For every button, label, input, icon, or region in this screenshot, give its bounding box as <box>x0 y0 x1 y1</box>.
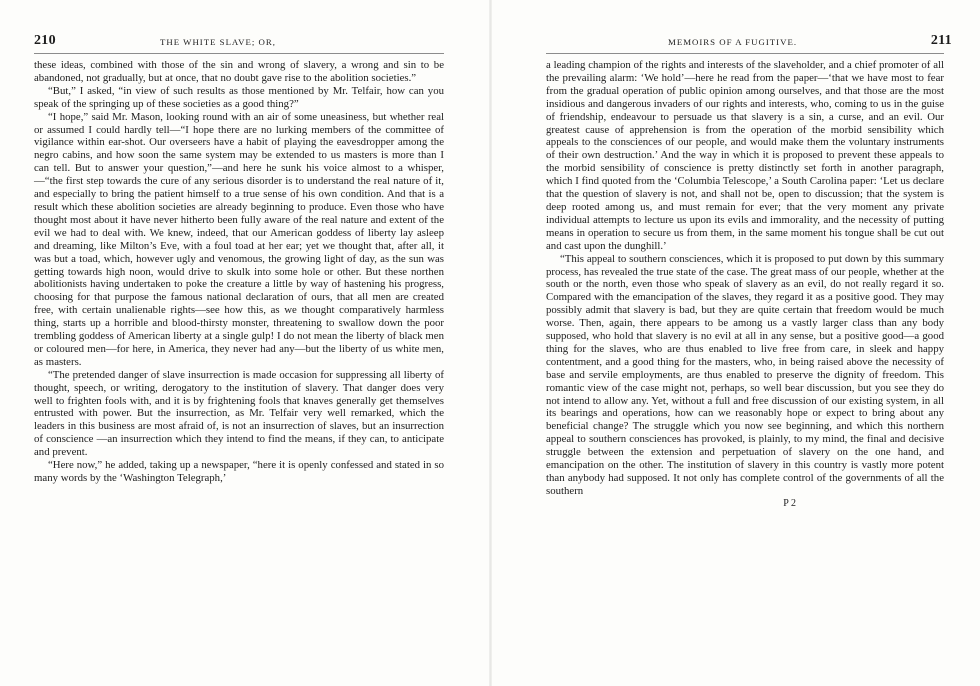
left-paragraph: “But,” I asked, “in view of such results as those mentioned by Mr. Telfair, how can you speak of the springing up of these societies as a good thing?” <box>34 84 444 110</box>
right-running-head: MEMOIRS OF A FUGITIVE. <box>668 37 798 47</box>
left-page-number: 210 <box>34 33 56 48</box>
right-paragraph: a leading champion of the rights and interests of the slaveholder, and a chief promoter of all the prevailing alarm: ‘We hold’—here he read from the paper—‘that we have most to fear from the gradual operation of public opinion among ourselves, and that those are the most insidious and dangerous invaders of our rights and interests, who, coming to us in the guise of friendship, endeavour to persuade us that slavery is a sin, a curse, and an evil. Our greatest cause of apprehension is from the operation of the morbid sensibility which appeals to the consciences of our people, and would make them the voluntary instruments of their own destruction.’ And the way in which it is proposed to prevent these appeals to the morbid sensibility of conscience is pretty distinctly set forth in another paragraph, which I find quoted from the ‘Columbia Telescope,’ a South Carolina paper: ‘Let us declare that the question of slavery is not, and shall not be, open to discussion; that the system is deep rooted among us, and must remain for ever; that the very moment any private individual attempts to lecture us upon its evils and immorality, and the necessity of putting means in operation to secure us from them, in the same moment his tongue shall be cut out and cast upon the dunghill.’ <box>546 59 944 252</box>
left-running-head: THE WHITE SLAVE; OR, <box>160 37 276 47</box>
left-paragraph: “The pretended danger of slave insurrection is made occasion for suppressing all liberty of thought, speech, or writing, derogatory to the institution of slavery. That danger does very well to frighten fools with, and it is by frightening fools that knaves generally get themselves entrusted with power. But the insurrection, as Mr. Telfair very well remarked, which the leaders in this business are most afraid of, is not an insurrection of slaves, but an insurrection of conscience —an insurrection which they intend to find the means, if they can, to anticipate and prevent. <box>34 368 444 459</box>
right-page-body <box>546 59 944 510</box>
right-page <box>546 33 952 686</box>
left-paragraph: “Here now,” he added, taking up a newspaper, “here it is openly confessed and stated in so many words by the ‘Washington Telegraph,’ <box>34 459 444 484</box>
left-paragraph: “I hope,” said Mr. Mason, looking round with an air of some uneasiness, but whether real or assumed I could hardly tell—“I hope there are no lurking members of the committee of vigilance within ear-shot. Our overseers have a habit of playing the eavesdropper among the negro cabins, and how soon the same system may be extended to us masters is more than I can tell. But to answer your question,”—and here he sunk his voice almost to a whisper,—“the first step towards the cure of any serious disorder is to understand the real nature of it, and especially to bring the patient himself to a true sense of his own condition. And that is a result which these abolition societies are already beginning to produce. Even those who have thought most about it have never hitherto been fully aware of the real nature and extent of the evil we had to deal with. We knew, indeed, that our American goddess of liberty lay asleep and dreaming, like Milton’s Eve, with a foul toad at her ear; yet we thought that, after all, it was but a toad, which, however ugly and venomous, the growing light of day, as the sun was getting towards high noon, would drive to skulk into some hole or other. But these northen abolitionists having undertaken to poke the creature a little by way of hastening his progress, choosing for that purpose the famous national declaration of ours, that all men are created free, with certain unalienable rights—see how this, as we thought comparatively harmless thing, starts up a horrible and blood-thirsty monster, threatening to swallow down the poor trembling goddess of American liberty at a single gulp! I do not mean the liberty of black men or coloured men—for here, in America, they never had any—but the liberty of us white men, as masters. <box>34 110 444 368</box>
right-header-rule <box>546 53 944 54</box>
left-page <box>34 33 444 686</box>
right-page-number: 211 <box>930 33 952 48</box>
right-page-header <box>546 33 952 54</box>
right-paragraph: “This appeal to southern consciences, which it is proposed to put down by this summary process, has revealed the true state of the case. The great mass of our people, whether at the south or the north, even those who speak of slavery as an evil, do not really regard it so. Compared with the emancipation of the slaves, they regard it as a positive good. They may possibly admit that slavery is bad, but they are quite certain that freedom would be much worse. Then, again, there appears to be among us a vastly larger class than any body supposed, who hold that slavery is no evil at all in any sense, but a positive good—a good thing for the slaves, who are thus enabled to live free from care, in sleek and happy contentment, and a good thing for the masters, who, in being raised above the necessity of base and servile employments, are thus enabled to preserve the dignity of freedom. This romantic view of the case might not, perhaps, so well bear discussion, but you see they do not intend to allow any. Yet, without a full and free discussion of our existing system, in all its bearings and operations, how can we reasonably hope or expect to bring about any beneficial change? The struggle which you now see beginning, and which this northern appeal to southern consciences has provoked, is plainly, to my mind, the final and decisive struggle between the extension and perpetuation of slavery on the one hand, and emancipation on the other. The institution of slavery in this country is vastly more potent than anybody had supposed. It not only has complete control of the governments of all the southern <box>546 252 944 497</box>
signature-mark: P 2 <box>783 497 796 509</box>
book-gutter <box>489 0 492 686</box>
left-page-body <box>34 59 444 485</box>
left-paragraph: these ideas, combined with those of the sin and wrong of slavery, a wrong and sin to be abandoned, not gradually, but at once, that no doubt gave rise to the abolition societies.” <box>34 59 444 84</box>
left-page-header <box>34 33 444 54</box>
left-header-rule <box>34 53 444 54</box>
